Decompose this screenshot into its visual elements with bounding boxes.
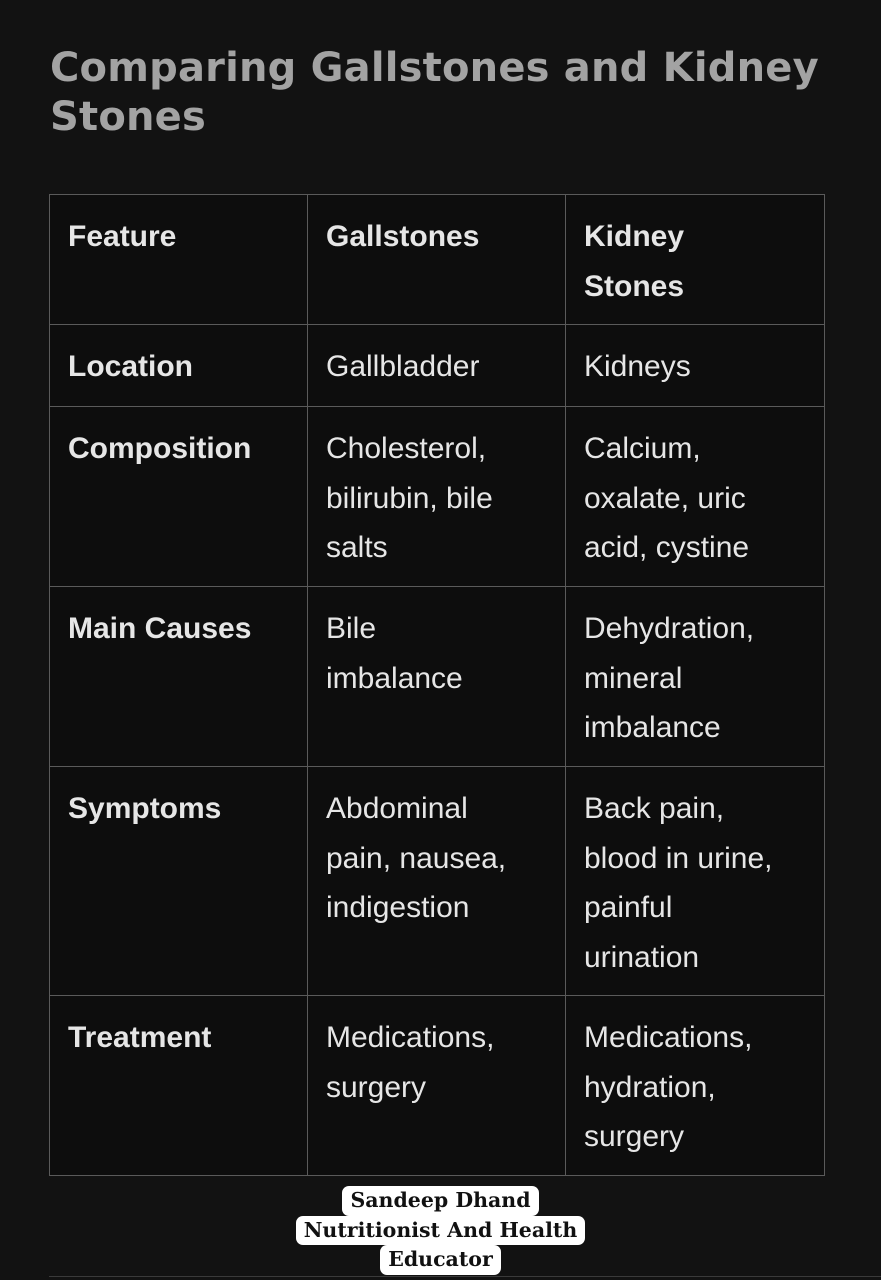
cell-gallstones: Abdominal pain, nausea, indigestion	[308, 767, 566, 996]
table-row	[50, 407, 825, 587]
header-kidney-stones: Kidney Stones	[566, 195, 825, 325]
row-label-main-causes: Main Causes	[50, 587, 308, 767]
credit-role-continued: Educator	[380, 1245, 501, 1275]
cell-kidney-stones: Calcium, oxalate, uric acid, cystine	[566, 407, 825, 587]
bottom-divider	[49, 1276, 881, 1277]
cell-kidney-stones: Medications, hydration, surgery	[566, 996, 825, 1176]
row-label-location: Location	[50, 325, 308, 407]
credit-name: Sandeep Dhand	[342, 1186, 538, 1216]
cell-gallstones: Bile imbalance	[308, 587, 566, 767]
cell-gallstones: Gallbladder	[308, 325, 566, 407]
row-label-treatment: Treatment	[50, 996, 308, 1176]
credit-role: Nutritionist And Health	[296, 1216, 586, 1246]
table-row	[50, 325, 825, 407]
row-label-symptoms: Symptoms	[50, 767, 308, 996]
author-credit	[0, 1186, 881, 1275]
table-header-row	[50, 195, 825, 325]
cell-gallstones: Medications, surgery	[308, 996, 566, 1176]
table-row	[50, 587, 825, 767]
table-row	[50, 996, 825, 1176]
comparison-table	[49, 194, 825, 1176]
cell-kidney-stones: Back pain, blood in urine, painful urination	[566, 767, 825, 996]
header-gallstones: Gallstones	[308, 195, 566, 325]
table-row	[50, 767, 825, 996]
row-label-composition: Composition	[50, 407, 308, 587]
cell-kidney-stones: Dehydration, mineral imbalance	[566, 587, 825, 767]
header-feature: Feature	[50, 195, 308, 325]
cell-kidney-stones: Kidneys	[566, 325, 825, 407]
page-title: Comparing Gallstones and Kidney Stones	[50, 45, 819, 140]
cell-gallstones: Cholesterol, bilirubin, bile salts	[308, 407, 566, 587]
